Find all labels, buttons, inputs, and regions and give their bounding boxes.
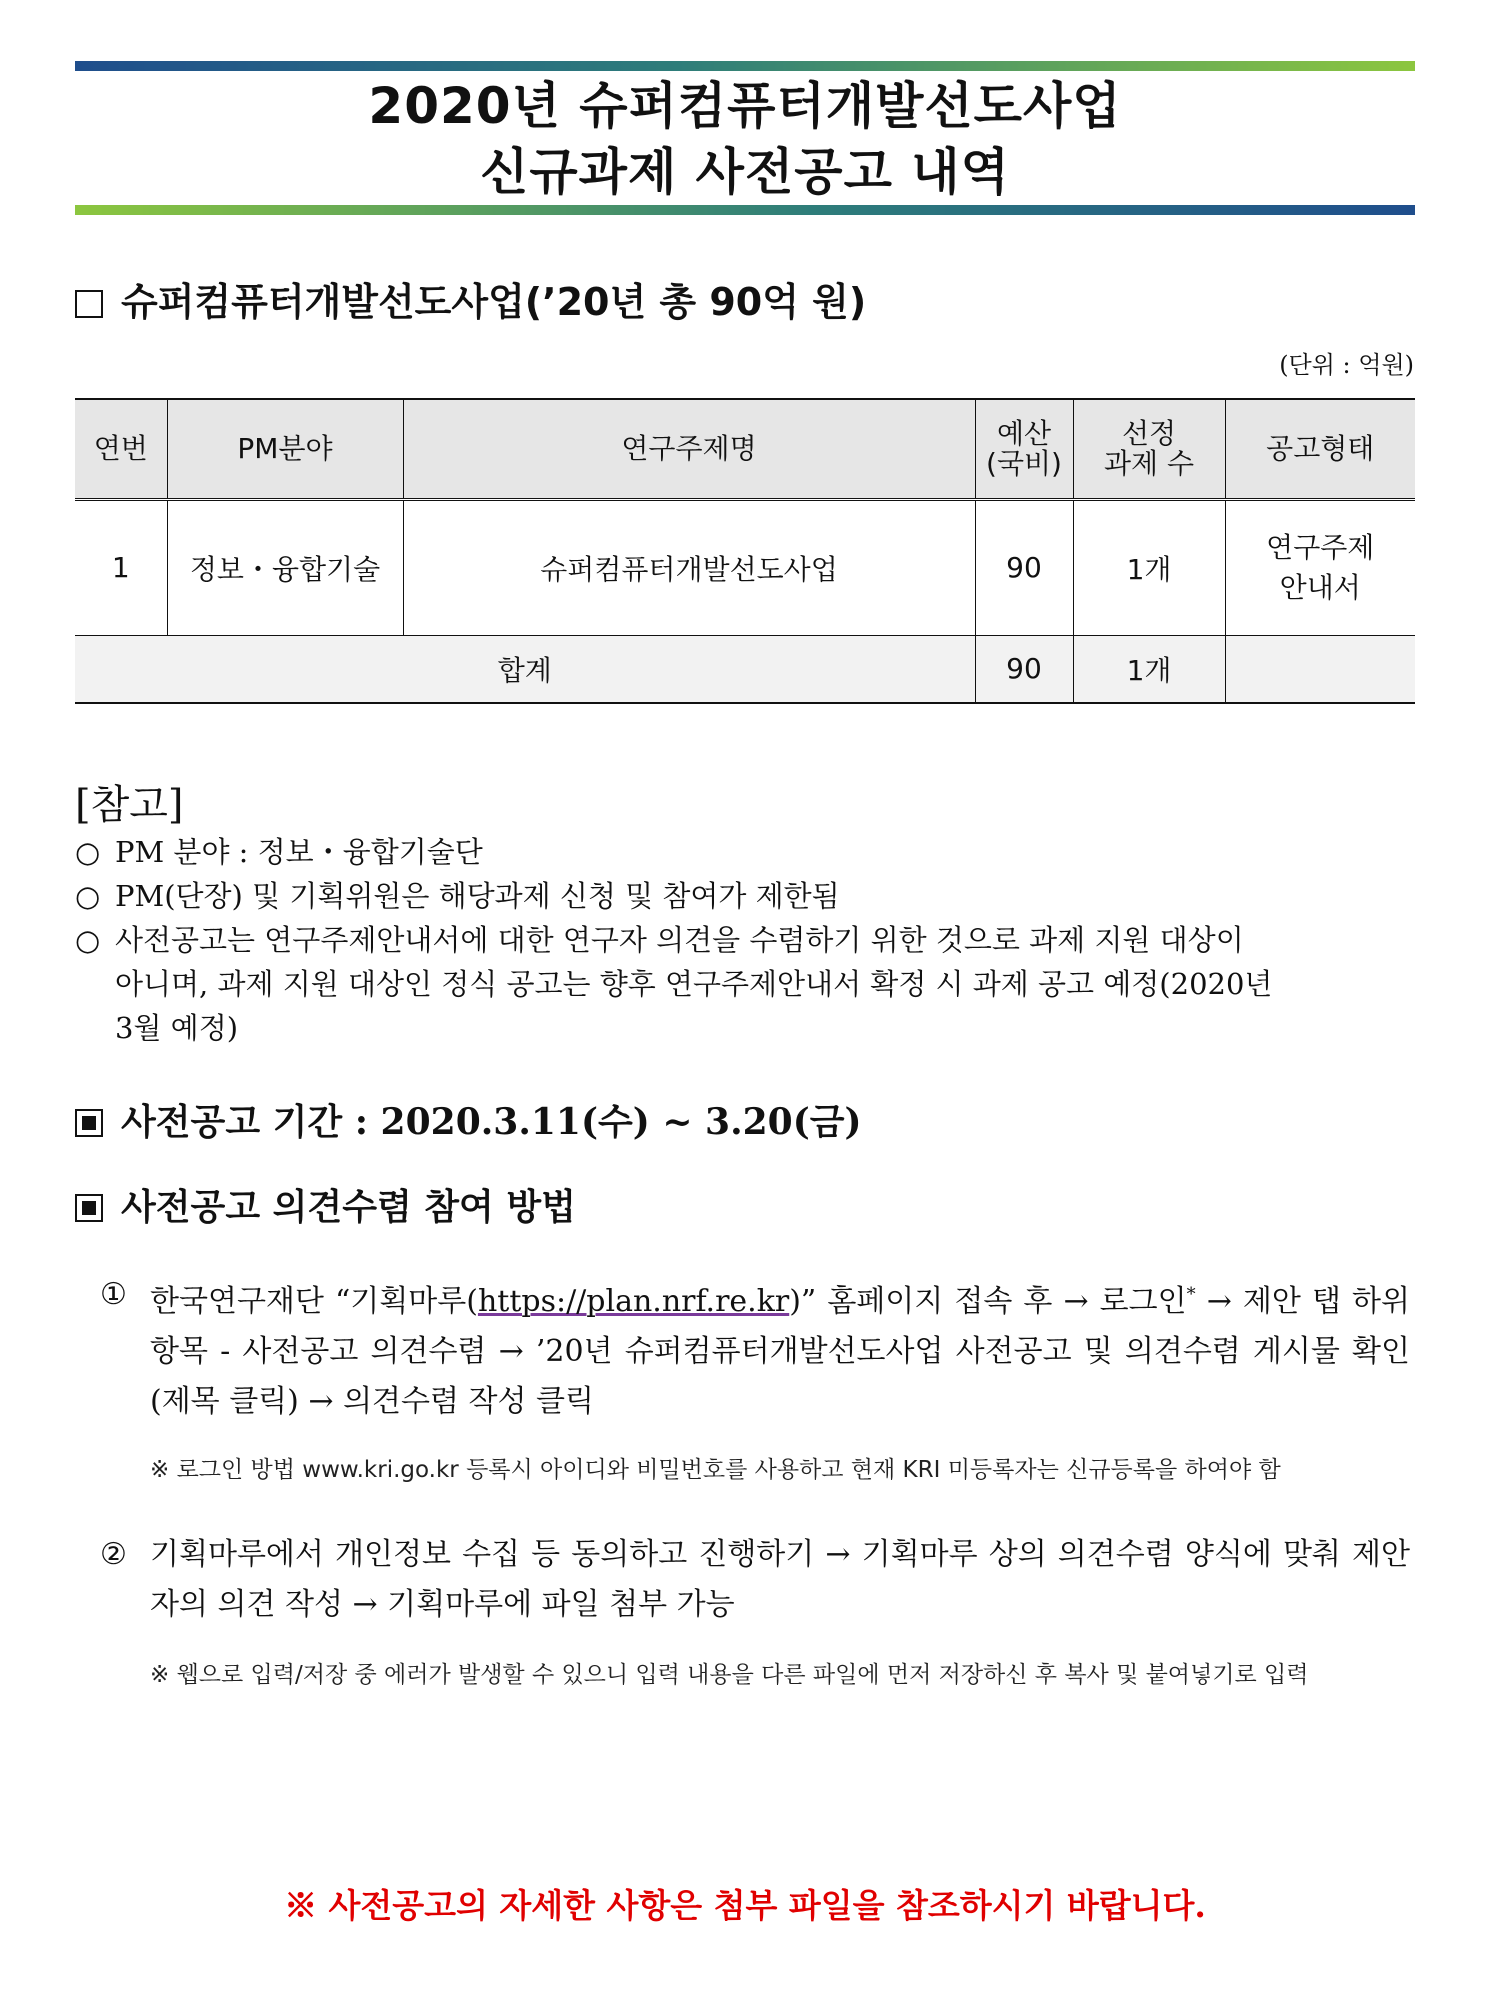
method-step-2 [100,1530,1410,1630]
period-text: 사전공고 기간 : 2020.3.11(수) ~ 3.20(금) [121,1101,862,1143]
cell-count: 1개 [1073,499,1225,635]
title-line2: 신규과제 사전공고 내역 [480,143,1010,201]
table-header-row [75,399,1415,499]
circle-bullet-icon: ○ [75,879,101,913]
header-count: 선정 과제 수 [1073,399,1225,499]
circled-two-icon: ② [100,1537,127,1572]
list-item [75,830,1415,874]
cell-topic: 슈퍼컴퓨터개발선도사업 [403,499,975,635]
method-heading-text: 사전공고 의견수렴 참여 방법 [121,1186,576,1228]
list-item [75,874,1415,918]
circled-one-icon: ① [100,1277,127,1312]
total-budget: 90 [975,635,1073,703]
cell-type: 연구주제 안내서 [1225,499,1415,635]
reference-item-continuation: 3월 예정) [115,1011,239,1045]
step-2-note: ※ 웹으로 입력/저장 중 에러가 발생할 수 있으니 입력 내용을 다른 파일에 먼저 저장하신 후 복사 및 붙여넣기로 입력 [150,1662,1309,1688]
list-item [75,918,1415,962]
reference-item-continuation: 아니며, 과제 지원 대상인 정식 공고는 향후 연구주제안내서 확정 시 과제 공고 예정(2020년 [115,967,1273,1001]
reference-heading: [참고] [75,782,184,828]
circle-bullet-icon: ○ [75,835,101,869]
reference-item-text: PM(단장) 및 기획위원은 해당과제 신청 및 참여가 제한됨 [115,879,840,913]
method-step-1 [100,1270,1410,1427]
filled-square-icon [75,1194,103,1222]
total-label: 합계 [75,635,975,703]
step-1-note: ※ 로그인 방법 www.kri.go.kr 등록시 아이디와 비밀번호를 사용하고 현재 KRI 미등록자는 신규등록을 하여야 함 [150,1457,1281,1483]
total-row [75,635,1415,703]
budget-table [75,398,1415,704]
step-1-rest: → 제안 탭 하위항목 - 사전공고 의견수렴 → ’20년 슈퍼컴퓨터개발선도사업 사전공고 및 의견수렴 게시물 확인(제목 클릭) → 의견수렴 작성 클릭 [150,1284,1410,1419]
unit-label: (단위 : 억원) [1279,351,1414,379]
circle-bullet-icon: ○ [75,923,101,957]
section1-heading [75,280,866,324]
empty-square-icon [75,290,103,318]
table-row [75,499,1415,635]
step-1-pre: 한국연구재단 “기획마루( [150,1284,478,1319]
top-gradient-bar [75,61,1415,71]
step-1-text [100,1270,1410,1427]
header-type: 공고형태 [1225,399,1415,499]
reference-item-text: PM 분야 : 정보・융합기술단 [115,835,483,869]
header-field: PM분야 [167,399,403,499]
bottom-gradient-bar [75,205,1415,215]
footer-notice: ※ 사전공고의 자세한 사항은 첨부 파일을 참조하시기 바랍니다. [284,1886,1206,1925]
method-heading [75,1185,576,1229]
reference-item-text: 사전공고는 연구주제안내서에 대한 연구자 의견을 수렴하기 위한 것으로 과제 지원 대상이 [115,923,1244,957]
footnote-mark: * [1186,1284,1196,1305]
total-type [1225,635,1415,703]
section1-heading-text: 슈퍼컴퓨터개발선도사업(’20년 총 90억 원) [121,280,867,324]
total-count: 1개 [1073,635,1225,703]
header-budget: 예산 (국비) [975,399,1073,499]
cell-budget: 90 [975,499,1073,635]
plan-link[interactable]: https://plan.nrf.re.kr [477,1284,790,1319]
period-heading [75,1100,862,1144]
filled-square-icon [75,1109,103,1137]
header-topic: 연구주제명 [403,399,975,499]
title-line1: 2020년 슈퍼컴퓨터개발선도사업 [368,77,1122,135]
header-no: 연번 [75,399,167,499]
cell-field: 정보・융합기술 [167,499,403,635]
reference-list [75,830,1415,1050]
cell-no: 1 [75,499,167,635]
step-1-post: )” 홈페이지 접속 후 → 로그인 [789,1284,1187,1319]
step-2-text: 기획마루에서 개인정보 수집 등 동의하고 진행하기 → 기획마루 상의 의견수렴 양식에 맞춰 제안자의 의견 작성 → 기획마루에 파일 첨부 가능 [150,1537,1410,1622]
